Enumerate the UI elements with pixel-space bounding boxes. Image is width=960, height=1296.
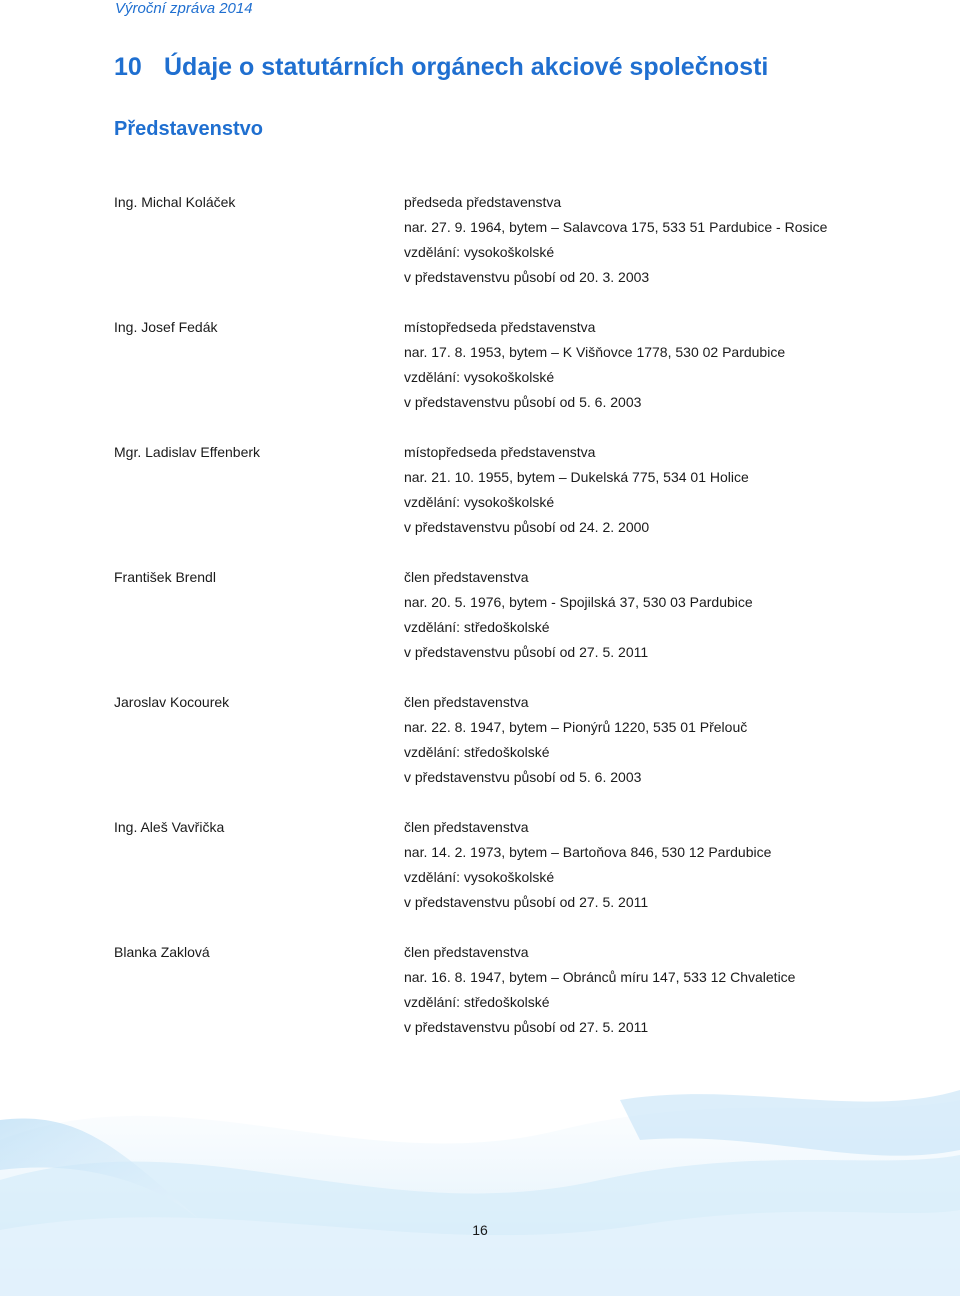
member-tenure: v představenstvu působí od 20. 3. 2003 [404, 269, 650, 285]
page-number: 16 [472, 1222, 488, 1238]
member-details [404, 815, 771, 915]
section-title-text: Údaje o statutárních orgánech akciové společnosti [164, 53, 769, 81]
member-tenure: v představenstvu působí od 27. 5. 2011 [404, 1019, 649, 1035]
member-name: Blanka Zaklová [114, 944, 210, 960]
member-tenure: v představenstvu působí od 27. 5. 2011 [404, 894, 649, 910]
member-details [404, 440, 749, 540]
member-education: vzdělání: vysokoškolské [404, 494, 555, 510]
member-details [404, 690, 747, 790]
section-number: 10 [114, 53, 142, 81]
running-header: Výroční zpráva 2014 [115, 0, 253, 17]
member-education: vzdělání: vysokoškolské [404, 244, 555, 260]
member-education: vzdělání: vysokoškolské [404, 869, 555, 885]
member-role: člen představenstva [404, 694, 529, 710]
board-member [114, 690, 874, 815]
member-education: vzdělání: vysokoškolské [404, 369, 555, 385]
member-tenure: v představenstvu působí od 5. 6. 2003 [404, 769, 642, 785]
member-birth-address: nar. 21. 10. 1955, bytem – Dukelská 775, 534 01 Holice [404, 469, 749, 485]
board-member [114, 440, 874, 565]
member-details [404, 565, 753, 665]
member-role: předseda představenstva [404, 194, 562, 210]
member-name: Ing. Aleš Vavřička [114, 819, 225, 835]
member-education: vzdělání: středoškolské [404, 744, 550, 760]
member-role: člen představenstva [404, 819, 529, 835]
section-title [114, 52, 768, 82]
member-name: Ing. Josef Fedák [114, 319, 218, 335]
member-details [404, 190, 827, 290]
member-birth-address: nar. 22. 8. 1947, bytem – Pionýrů 1220, 535 01 Přelouč [404, 719, 748, 735]
member-birth-address: nar. 14. 2. 1973, bytem – Bartoňova 846, 530 12 Pardubice [404, 844, 772, 860]
member-birth-address: nar. 16. 8. 1947, bytem – Obránců míru 147, 533 12 Chvaletice [404, 969, 796, 985]
member-name: František Brendl [114, 569, 216, 585]
member-details [404, 940, 795, 1040]
member-details [404, 315, 785, 415]
board-member [114, 815, 874, 940]
member-birth-address: nar. 20. 5. 1976, bytem - Spojilská 37, 530 03 Pardubice [404, 594, 753, 610]
member-role: místopředseda představenstva [404, 444, 596, 460]
board-member [114, 315, 874, 440]
board-member [114, 565, 874, 690]
member-education: vzdělání: středoškolské [404, 994, 550, 1010]
board-member [114, 190, 874, 315]
member-tenure: v představenstvu působí od 5. 6. 2003 [404, 394, 642, 410]
member-name: Jaroslav Kocourek [114, 694, 230, 710]
member-role: místopředseda představenstva [404, 319, 596, 335]
member-birth-address: nar. 17. 8. 1953, bytem – K Višňovce 1778, 530 02 Pardubice [404, 344, 786, 360]
member-tenure: v představenstvu působí od 27. 5. 2011 [404, 644, 649, 660]
member-role: člen představenstva [404, 569, 529, 585]
subsection-title: Představenstvo [114, 118, 263, 140]
member-education: vzdělání: středoškolské [404, 619, 550, 635]
member-name: Mgr. Ladislav Effenberk [114, 444, 261, 460]
member-tenure: v představenstvu působí od 24. 2. 2000 [404, 519, 650, 535]
board-member [114, 940, 874, 1065]
board-members-list [114, 190, 874, 1065]
member-birth-address: nar. 27. 9. 1964, bytem – Salavcova 175, 533 51 Pardubice - Rosice [404, 219, 828, 235]
member-role: člen představenstva [404, 944, 529, 960]
member-name: Ing. Michal Koláček [114, 194, 236, 210]
decorative-wave-footer [0, 1060, 960, 1296]
